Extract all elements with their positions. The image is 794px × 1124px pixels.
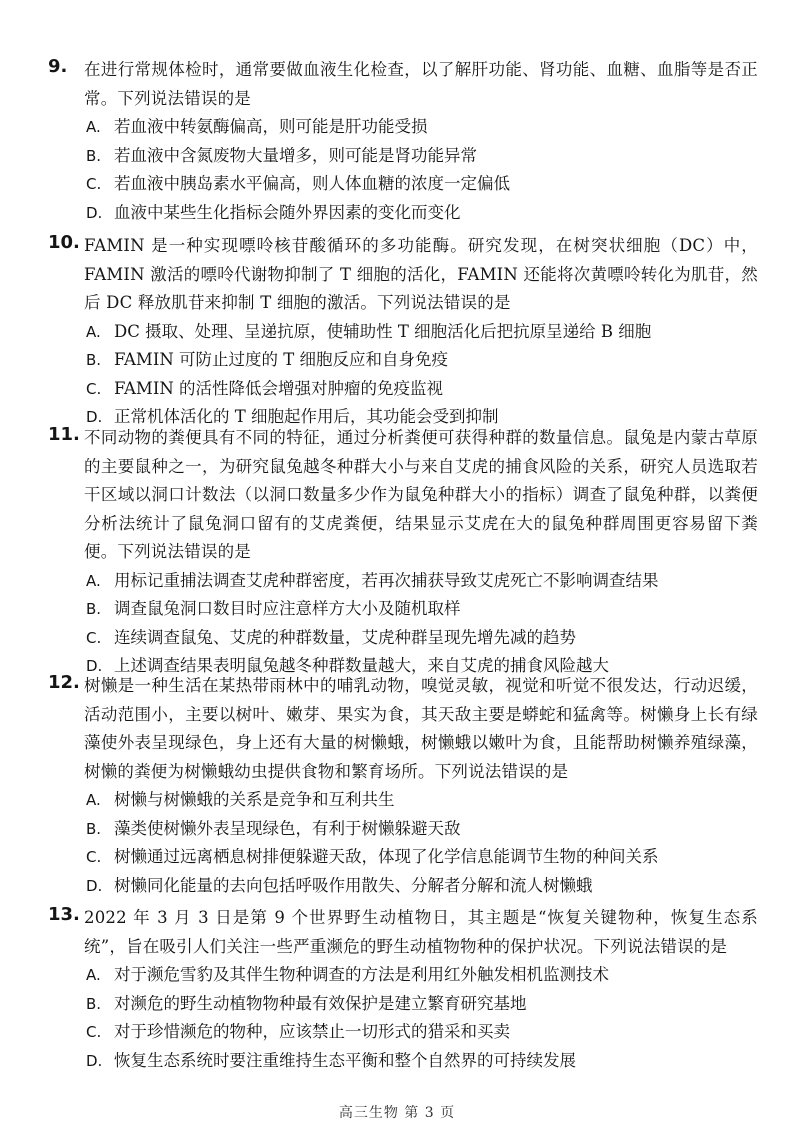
option-label: C.: [86, 175, 102, 194]
option-text: 正常机体活化的 T 细胞起作用后，其功能会受到抑制: [114, 407, 499, 427]
option-b: [86, 346, 758, 375]
question-stem: FAMIN 是一种实现嘌呤核苷酸循环的多功能酶。研究发现，在树突状细胞（DC）中，FAMIN 激活的嘌呤代谢物抑制了 T 细胞的活化，FAMIN 还能将次黄嘌呤转化为肌苷，然后 DC 释放肌苷来抑制 T 细胞的激活。下列说法错误的是: [84, 236, 758, 312]
option-a: [86, 786, 758, 815]
option-text: 若血液中胰岛素水平偏高，则人体血糖的浓度一定偏低: [114, 174, 510, 194]
question-13: [48, 904, 758, 1075]
option-label: B.: [86, 351, 102, 370]
question-stem: 在进行常规体检时，通常要做血液生化检查，以了解肝功能、肾功能、血糖、血脂等是否正常。下列说法错误的是: [84, 60, 758, 108]
option-text: 血液中某些生化指标会随外界因素的变化而变化: [114, 202, 461, 222]
option-a: [86, 318, 758, 347]
page-footer: 高三生物 第 3 页: [338, 1105, 456, 1121]
question-number: 10.: [48, 232, 80, 253]
option-d: [86, 199, 758, 228]
question-9: [48, 56, 758, 227]
option-text: FAMIN 可防止过度的 T 细胞反应和自身免疫: [114, 350, 449, 370]
option-c: [86, 843, 758, 872]
option-text: 树懒与树懒蛾的关系是竞争和互利共生: [114, 790, 395, 809]
option-a: [86, 113, 758, 142]
option-a: [86, 961, 758, 990]
question-number: 13.: [48, 904, 80, 925]
option-label: A.: [86, 118, 101, 136]
question-number: 12.: [48, 672, 80, 693]
option-c: [86, 624, 758, 653]
option-text: 树懒通过远离栖息树排便躲避天敌，体现了化学信息能调节生物的种间关系: [114, 847, 659, 867]
option-text: 用标记重捕法调查艾虎种群密度，若再次捕获导致艾虎死亡不影响调查结果: [114, 570, 659, 590]
question-stem: 不同动物的粪便具有不同的特征，通过分析粪便可获得种群的数量信息。鼠兔是内蒙古草原的主要鼠种之一，为研究鼠兔越冬种群大小与来自艾虎的捕食风险的关系，研究人员选取若干区域以洞口计数法（以洞口数量多少作为鼠兔种群大小的指标）调查了鼠兔种群，以粪便分析法统计了鼠兔洞口留有的艾虎粪便，结果显示艾虎在大的鼠兔种群周围更容易留下粪便。下列说法错误的是: [84, 428, 758, 561]
option-text: 若血液中含氮废物大量增多，则可能是肾功能异常: [114, 145, 477, 165]
option-label: B.: [86, 600, 102, 619]
option-label: D.: [86, 657, 103, 676]
question-stem: 树懒是一种生活在某热带雨林中的哺乳动物，嗅觉灵敏，视觉和听觉不很发达，行动迟缓，活动范围小，主要以树叶、嫩芽、果实为食，其天敌主要是蟒蛇和猛禽等。树懒身上长有绿藻使外表呈现绿色，身上还有大量的树懒蛾，树懒蛾以嫩叶为食，且能帮助树懒养殖绿藻，树懒的粪便为树懒蛾幼虫提供食物和繁育场所。下列说法错误的是: [84, 676, 758, 781]
option-c: [86, 375, 758, 404]
option-b: [86, 595, 758, 624]
option-text: 恢复生态系统时要注重维持生态平衡和整个自然界的可持续发展: [114, 1050, 576, 1070]
option-b: [86, 990, 758, 1019]
option-label: A.: [86, 791, 101, 809]
option-text: 树懒同化能量的去向包括呼吸作用散失、分解者分解和流人树懒蛾: [114, 875, 593, 895]
option-text: 对濒危的野生动植物物种最有效保护是建立繁育研究基地: [114, 993, 527, 1013]
option-label: B.: [86, 146, 102, 165]
option-label: B.: [86, 819, 102, 838]
option-d: [86, 1047, 758, 1076]
option-a: [86, 567, 758, 596]
question-number: 9.: [48, 56, 68, 77]
option-text: 上述调查结果表明鼠兔越冬种群数量越大，来自艾虎的捕食风险越大: [114, 656, 609, 676]
question-10: [48, 232, 758, 432]
option-d: [86, 872, 758, 901]
option-label: A.: [86, 571, 101, 590]
option-label: C.: [86, 628, 102, 647]
question-number: 11.: [48, 424, 80, 445]
option-text: 对于濒危雪豹及其伴生物种调查的方法是利用红外触发相机监测技术: [114, 965, 609, 984]
option-c: [86, 170, 758, 199]
option-text: DC 摄取、处理、呈递抗原，使辅助性 T 细胞活化后把抗原呈递给 B 细胞: [114, 321, 652, 341]
option-label: D.: [86, 203, 103, 222]
option-text: 调查鼠兔洞口数目时应注意样方大小及随机取样: [114, 599, 461, 619]
option-b: [86, 815, 758, 844]
option-b: [86, 142, 758, 171]
question-stem: 2022 年 3 月 3 日是第 9 个世界野生动植物日，其主题是“恢复关键物种，恢复生态系统”，旨在吸引人们关注一些严重濒危的野生动植物物种的保护状况。下列说法错误的是: [84, 908, 758, 956]
option-label: A.: [86, 322, 101, 341]
option-label: C.: [86, 379, 102, 398]
option-label: B.: [86, 994, 102, 1013]
question-11: [48, 424, 758, 681]
option-c: [86, 1018, 758, 1047]
option-label: C.: [86, 848, 102, 867]
question-12: [48, 672, 758, 900]
option-label: C.: [86, 1023, 102, 1042]
option-label: D.: [86, 876, 103, 895]
option-text: 若血液中转氨酶偏高，则可能是肝功能受损: [114, 117, 428, 136]
option-text: 连续调查鼠兔、艾虎的种群数量，艾虎种群呈现先增先减的趋势: [114, 627, 576, 647]
option-label: D.: [86, 1051, 103, 1070]
option-label: A.: [86, 966, 101, 984]
option-text: FAMIN 的活性降低会增强对肿瘤的免疫监视: [114, 378, 444, 398]
option-label: D.: [86, 408, 103, 427]
option-text: 藻类使树懒外表呈现绿色，有利于树懒躲避天敌: [114, 818, 461, 838]
option-text: 对于珍惜濒危的物种，应该禁止一切形式的猎采和买卖: [114, 1022, 510, 1042]
